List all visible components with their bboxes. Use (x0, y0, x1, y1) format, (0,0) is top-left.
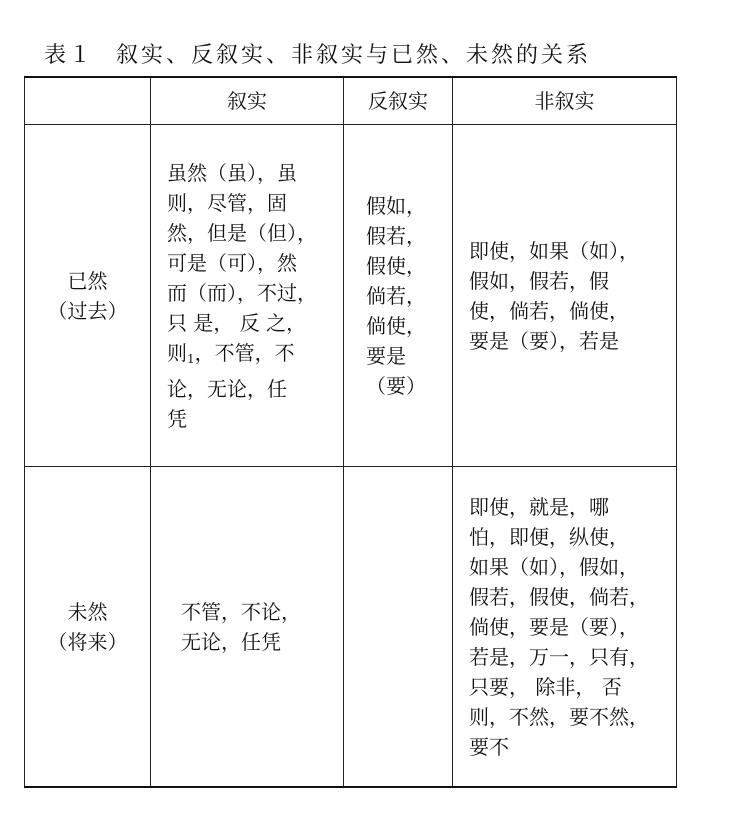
cell-counterfactive-irrealis (344, 467, 453, 788)
caption-label: 表１ (44, 43, 95, 68)
row-label-irrealis: 未然 （将来） (25, 467, 151, 788)
table-row (25, 467, 677, 788)
table-row (25, 125, 677, 467)
cell-factive-irrealis: 不管，不论， 无论，任凭 (151, 467, 344, 788)
cell-nonfactive-realis: 即使，如果（如）， 假如，假若，假 使，倘若，倘使， 要是（要），若是 (453, 125, 677, 467)
header-row (25, 77, 677, 125)
caption-text: 叙实、反叙实、非叙实与已然、未然的关系 (116, 43, 592, 68)
header-corner-cell (25, 77, 151, 125)
cell-counterfactive-realis: 假如， 假若， 假使， 倘若， 倘使， 要是 （要） (344, 125, 453, 467)
row-label-realis: 已然 （过去） (25, 125, 151, 467)
header-factive: 叙实 (151, 77, 344, 125)
header-counterfactive: 反叙实 (344, 77, 453, 125)
cell-nonfactive-irrealis: 即使，就是，哪 怕，即便，纵使， 如果（如），假如， 假若，假使，倘若， 倘使，要是（要）， 若是，万一，只有， 只要， 除非， 否 则，不然，要不然， 要不 (453, 467, 677, 788)
table-caption (44, 38, 684, 69)
cell-factive-realis: 虽然（虽），虽 则，尽管，固 然，但是（但）， 可是（可），然 而（而），不过， 只 是， 反 之， 则$_1$，不管，不 论，无论，任 凭 (151, 125, 344, 467)
header-nonfactive: 非叙实 (453, 77, 677, 125)
relation-table (24, 76, 677, 788)
